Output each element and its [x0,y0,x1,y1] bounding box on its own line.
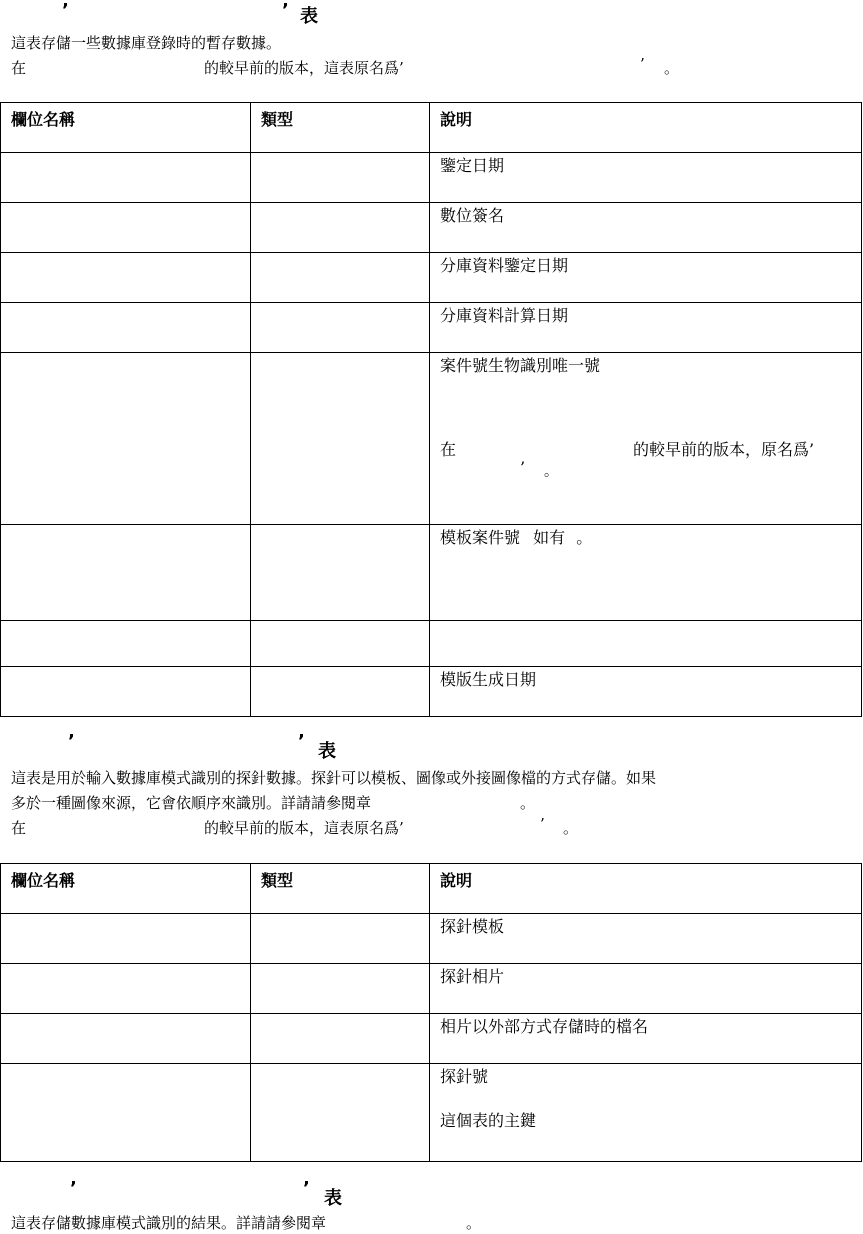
cell-type [251,303,430,353]
rename-note-a: 在 [11,59,27,77]
table-row [1,621,862,667]
rename-note-b: 的較早前的版本，這表原名爲’ [204,819,404,837]
heading-quote-close: ’ [298,731,305,752]
column-header-type: 類型 [251,103,430,153]
cell-description [430,525,862,621]
cell-type [251,667,430,717]
cell-type [251,525,430,621]
cell-type [251,203,430,253]
section2-field-table [0,863,862,1162]
rename-note-b: 的較早前的版本，這表原名爲’ [204,59,404,77]
heading-table-word: 表 [318,741,336,762]
cell-description: 鑒定日期 [430,153,862,203]
cell-field-name [1,153,251,203]
cell-description: 模版生成日期 [430,667,862,717]
rename-note-a: 在 [11,819,27,837]
description-text: 案件號生物識別唯一號 [440,356,601,375]
rename-note-c: ’ [540,815,545,833]
cell-description: 分庫資料計算日期 [430,303,862,353]
rename-note-c: ’ [640,55,645,73]
table-row [1,667,862,717]
cell-field-name [1,667,251,717]
cell-description: 探針相片 [430,964,862,1014]
cell-type [251,153,430,203]
cell-field-name [1,1064,251,1162]
cell-type [251,1014,430,1064]
table-row [1,964,862,1014]
cell-field-name [1,353,251,525]
cell-description: 相片以外部方式存儲時的檔名 [430,1014,862,1064]
description-a: 這表存儲數據庫模式識別的結果。詳請請參閱章 [11,1214,327,1232]
section1-description: 這表存儲一些數據庫登錄時的暫存數據。 [11,34,282,52]
table-row [1,353,862,525]
cell-description [430,1064,862,1162]
table-row [1,203,862,253]
rename-note-d: 。 [664,59,680,77]
table-header-row [1,103,862,153]
cell-type [251,253,430,303]
heading-quote-open: ’ [62,0,69,21]
column-header-description: 說明 [430,103,862,153]
reference-a: 多於一種圖像來源，它會依順序來識別。詳請請參閱章 [11,794,372,812]
cell-field-name [1,1014,251,1064]
heading-table-word: 表 [300,6,318,27]
cell-field-name [1,203,251,253]
table-row [1,1064,862,1162]
reference-b: 。 [520,794,536,812]
cell-type [251,964,430,1014]
heading-quote-open: ’ [70,1178,77,1199]
table-header-row [1,864,862,914]
cell-field-name [1,914,251,964]
cell-type [251,914,430,964]
table-row [1,153,862,203]
column-header-type: 類型 [251,864,430,914]
description-end: 。 [576,528,593,547]
table-row [1,1014,862,1064]
table-row [1,525,862,621]
cell-type [251,353,430,525]
table-row [1,253,862,303]
description-b: 。 [466,1214,482,1232]
table-row [1,914,862,964]
cell-field-name [1,253,251,303]
note-b: 的較早前的版本，原名爲’ [633,440,815,459]
description-text: 模板案件號 [440,528,521,547]
cell-field-name [1,525,251,621]
table-row [1,303,862,353]
cell-description: 數位簽名 [430,203,862,253]
description-extra: 這個表的主鍵 [440,1111,537,1130]
heading-quote-close: ’ [282,0,289,21]
heading-quote-open: ’ [68,731,75,752]
heading-table-word: 表 [324,1188,342,1209]
cell-field-name [1,303,251,353]
cell-field-name [1,964,251,1014]
column-header-field-name: 欄位名稱 [1,864,251,914]
note-d: 。 [544,464,558,480]
cell-type [251,621,430,667]
column-header-field-name: 欄位名稱 [1,103,251,153]
cell-description [430,621,862,667]
cell-description: 分庫資料鑒定日期 [430,253,862,303]
description-text: 探針號 [440,1067,489,1086]
cell-description: 探針模板 [430,914,862,964]
column-header-description: 說明 [430,864,862,914]
section1-field-table [0,102,862,717]
rename-note-d: 。 [563,819,579,837]
cell-type [251,1064,430,1162]
cell-description [430,353,862,525]
note-c: ’ [520,458,526,477]
heading-quote-close: ’ [303,1178,310,1199]
description-paren: 如有 [533,528,566,547]
description-rename-note [440,439,851,485]
section2-description: 這表是用於輸入數據庫模式識別的探針數據。探針可以模板、圖像或外接圖像檔的方式存儲。如果 [11,769,657,787]
note-a: 在 [440,440,457,459]
cell-field-name [1,621,251,667]
